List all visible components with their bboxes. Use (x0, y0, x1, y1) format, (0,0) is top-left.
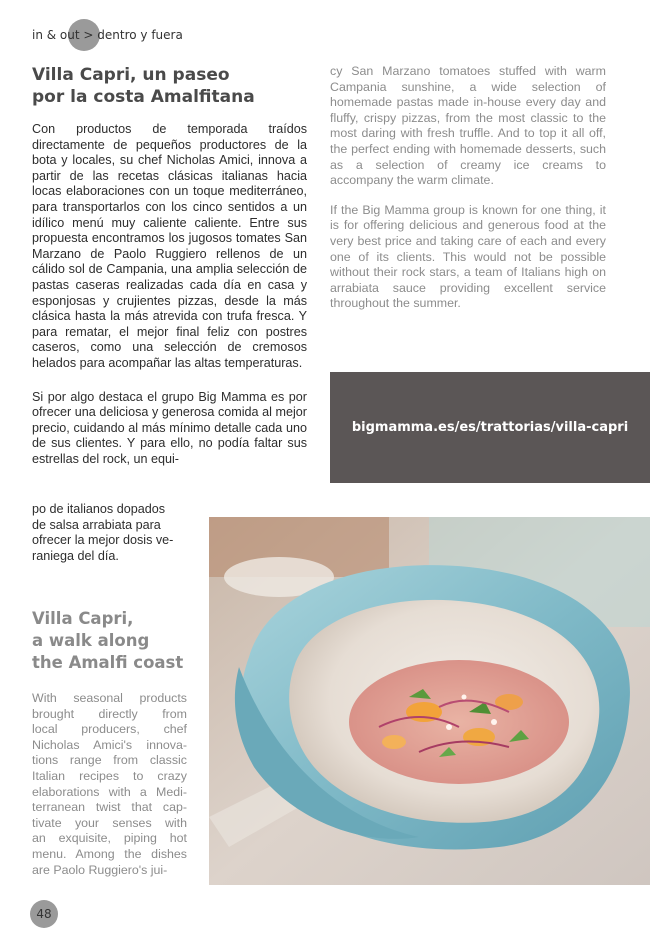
english-line: tivate your senses with (32, 815, 187, 830)
right-column (330, 64, 606, 312)
english-line: With seasonal products (32, 691, 187, 705)
spanish-end-line: po de italianos dopados (32, 502, 166, 516)
spanish-paragraph-2: Si por algo destaca el grupo Big Mamma es por ofrecer una deliciosa y generosa comida al mejor precio, cuidando al más mínimo detalle cada uno de sus clientes. Y para ello, no podía faltar sus estrellas del rock, un equi- (32, 389, 307, 466)
page-number-badge (30, 900, 58, 928)
spanish-end-line: ofrecer la mejor dosis ve- (32, 533, 174, 548)
english-line: terranean twist that cap- (32, 800, 187, 815)
english-line: tions range from classic (32, 753, 187, 768)
english-paragraph-1-cont: cy San Marzano tomatoes stuffed with warm Campania sunshine, a wide selection of homemade pastas made in-house every day and fluffy, crispy pizzas, from the most classic to the most daring with fresh truffle. And to top it all off, the perfect ending with homemade desserts, such as a selection of creamy ice creams to accompany the warm climate. (330, 64, 606, 188)
dish-photo (209, 517, 650, 885)
english-line: brought directly from (32, 706, 187, 721)
english-line: an exquisite, piping hot (32, 831, 187, 846)
spanish-title-line-2: por la costa Amalfitana (32, 87, 255, 107)
section-label: in & out > dentro y fuera (32, 28, 183, 42)
english-title (32, 608, 192, 674)
spanish-title-line-1: Villa Capri, un paseo (32, 65, 230, 85)
page-number: 48 (36, 907, 52, 921)
english-line: Italian recipes to crazy (32, 768, 187, 783)
spanish-paragraph-2-end (32, 502, 186, 564)
english-title-line-3: the Amalfi coast (32, 653, 184, 672)
english-line: Nicholas Amici's innova- (32, 737, 187, 752)
website-link-box[interactable] (330, 372, 650, 483)
english-line: menu. Among the dishes (32, 846, 187, 861)
spanish-end-line: de salsa arrabiata para (32, 517, 161, 532)
english-line: local producers, chef (32, 722, 187, 737)
section-header (32, 24, 183, 46)
spanish-title (32, 64, 307, 108)
spanish-paragraph-1: Con productos de temporada traídos directamente de pequeños productores de la bota y locales, su chef Nicholas Amici, innova a partir de las recetas clásicas italianas hacia locas elaboraciones con un toque mediterráneo, para transportarlos con los cinco sentidos a un idílico menú muy caliente caliente. Entre sus propuesta encontramos los jugosos tomates San Marzano de Paolo Ruggiero rellenos de un cálido sol de Campania, una amplia selección de pastas caseras realizadas cada día en casa y esponjosas y crujientes pizzas, desde la más clásica hasta la más atrevida con trufa fresca. Y para rematar, el mejor final feliz con postres caseros, como una selección de cremosos helados para acompañar las altas temperaturas. (32, 122, 307, 370)
english-paragraph-2: If the Big Mamma group is known for one thing, it is for offering delicious and generous food at the very best price and taking care of each and every one of its clients. This would not be possible without their rock stars, a team of Italians high on arrabiata sauce providing excellent service throughout the summer. (330, 202, 606, 311)
dish-photo-illustration (209, 517, 650, 885)
left-column (32, 64, 307, 467)
website-link[interactable]: bigmamma.es/es/trattorias/villa-capri (351, 420, 629, 435)
english-title-line-1: Villa Capri, (32, 609, 134, 628)
spanish-end-line: raniega del día. (32, 548, 119, 563)
english-line: elaborations with a Medi- (32, 784, 187, 799)
english-paragraph-1-start (32, 691, 187, 878)
english-title-line-2: a walk along (32, 631, 150, 650)
english-line: are Paolo Ruggiero's jui- (32, 862, 168, 877)
